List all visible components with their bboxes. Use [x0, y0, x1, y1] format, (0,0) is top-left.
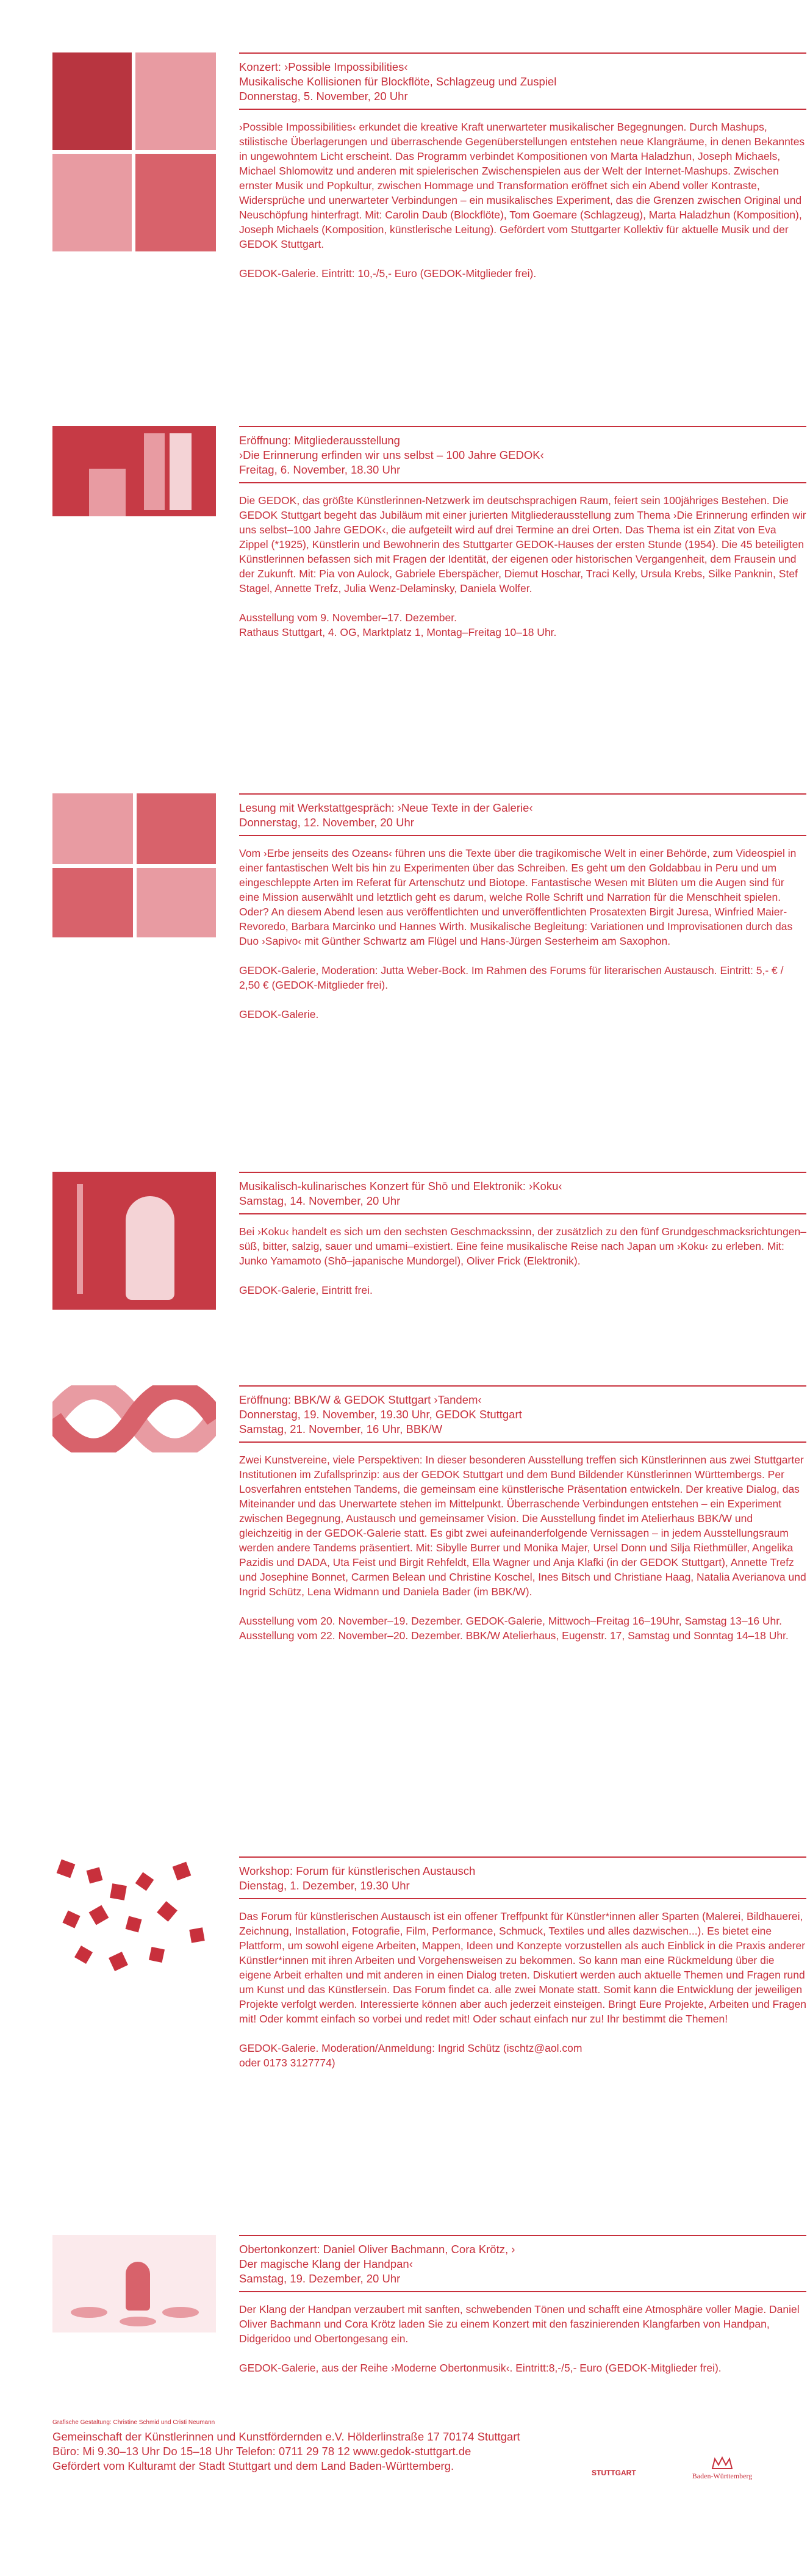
- performer-figure: [126, 2262, 150, 2311]
- divider: [239, 426, 806, 427]
- event-content: [239, 1385, 806, 1643]
- event-description: ›Possible Impossibilities‹ erkundet die kreative Kraft unerwarteter musikalischer Begegnungen. Durch Mashups, stilistische Überlagerungen und überraschende Gegenüberstellungen entstehen neue Klangräume, in denen Bekanntes in ungewohntem Licht erscheint. Das Programm verbindet Kompositionen von Marta Haladzhun, Joseph Michaels, Michael Shlomowitz und anderen mit spielerischen Zwischenspielen aus der Welt der Internet-Mashups. Zwischen ernster Musik und Popkultur, zwischen Hommage und Transformation eröffnet sich ein Abend voller Kontraste, Widersprüche und unerwarteter Verbindungen – ein musikalisches Experiment, das die Grenzen zwischen Original und Neuschöpfung hinterfragt. Mit: Carolin Daub (Blockflöte), Tom Goemare (Schlagzeug), Marta Haladzhun (Komposition), Joseph Michaels (Komposition, künstlerische Leitung). Gefördert vom Stuttgarter Kollektiv für aktuelle Musik und der GEDOK Stuttgart.: [239, 121, 805, 250]
- event-content: [239, 426, 806, 640]
- instrument-shape: [77, 1184, 83, 1294]
- design-credit: Grafische Gestaltung: Christine Schmid und Cristi Neumann: [52, 2419, 215, 2426]
- divider: [239, 482, 806, 483]
- divider: [239, 1172, 806, 1173]
- portrait-photo: [52, 154, 132, 251]
- event-title: Workshop: Forum für künstlerischen Austausch: [239, 1864, 476, 1877]
- event-heading: [239, 801, 806, 830]
- event-info: GEDOK-Galerie, aus der Reihe ›Moderne Obertonmusik‹. Eintritt:8,-/5,- Euro (GEDOK-Mitglieder frei).: [239, 2362, 722, 2374]
- event-info: GEDOK-Galerie, Eintritt frei.: [239, 1284, 373, 1296]
- handpan-shape: [162, 2307, 199, 2318]
- squares-graphic: [52, 1856, 216, 1979]
- divider: [239, 1213, 806, 1214]
- handpan-shape: [120, 2317, 156, 2326]
- event-heading: [239, 1864, 806, 1893]
- tandem-graphic-svg: [52, 1385, 216, 1452]
- event-description: Die GEDOK, das größte Künstlerinnen-Netzwerk im deutschsprachigen Raum, feiert sein 100jähriges Bestehen. Die GEDOK Stuttgart begeht das Jubiläum mit einer jurierten Mitgliederausstellung zum Thema ›Die Erinnerung erfinden wir uns selbst–100 Jahre GEDOK‹, die aufgeteilt wird auf drei Termine an drei Orten. Das Thema ist ein Zitat von Eva Zippel (*1925), Künstlerin und Bewohnerin des Stuttgarter GEDOK-Hauses der ersten Stunde (1954). Die 45 beteiligten Künstlerinnen befassen sich mit Fragen der Identität, der eigenen oder historischen Vergangenheit, dem Frausein und der Zukunft. Mit: Pia von Aulock, Gabriele Eberspächer, Diemut Hoschar, Traci Kelly, Ursula Krebs, Silke Panknin, Stef Stagel, Annette Trefz, Julia Wenz-Delaminsky, Daniela Wolfer.: [239, 494, 806, 594]
- portrait-photo: [52, 793, 133, 864]
- divider: [239, 2235, 806, 2236]
- event-content: [239, 52, 806, 281]
- event-content: [239, 793, 806, 1022]
- tandem-graphic: [52, 1385, 216, 1452]
- event-title: Konzert: ›Possible Impossibilities‹: [239, 60, 408, 73]
- event-heading: [239, 60, 806, 104]
- event-venue: GEDOK-Galerie.: [239, 1008, 319, 1020]
- bw-label: Baden-Württemberg: [692, 2472, 753, 2480]
- event-title: Obertonkonzert: Daniel Oliver Bachmann, Cora Krötz, ›: [239, 2243, 515, 2256]
- event-title: Lesung mit Werkstattgespräch: ›Neue Texte in der Galerie‹: [239, 801, 533, 814]
- event-date: Samstag, 21. November, 16 Uhr, BBK/W: [239, 1423, 443, 1435]
- event-heading: [239, 1393, 806, 1437]
- window-light-shape: [144, 433, 165, 510]
- divider: [239, 1441, 806, 1443]
- divider: [239, 1856, 806, 1858]
- event-info: GEDOK-Galerie, Moderation: Jutta Weber-Bock. Im Rahmen des Forums für literarischen Austausch. Eintritt: 5,- € / 2,50 € (GEDOK-Mitglieder frei).: [239, 964, 784, 991]
- event-date: Freitag, 6. November, 18.30 Uhr: [239, 463, 401, 476]
- event-description: Zwei Kunstvereine, viele Perspektiven: In dieser besonderen Ausstellung treffen sich Künstlerinnen aus zwei Stuttgarter Institutionen im Zufallsprinzip: aus der GEDOK Stuttgart und dem Bund Bildender Künstlerinnen Württembergs. Per Losverfahren entstehen Tandems, die gemeinsam eine künstlerische Präsentation entwickeln. Der kreative Dialog, das Miteinander und das Unerwartete stehen im Mittelpunkt. Überraschende Verbindungen entstehen – ein Experiment zwischen Begegnung, Austausch und gemeinsamer Vision. Die Ausstellung findet im Atelierhaus BBK/W und gleichzeitig in der GEDOK-Galerie statt. Es gibt zwei aufeinanderfolgende Vernissagen – in jedem Ausstellungsraum werden andere Tandems präsentiert. Mit: Sibylle Burrer und Monika Majer, Ursel Donn und Silja Riethmüller, Angelika Pazidis und DADA, Uta Feist und Birgit Rehfeldt, Ella Wagner und Anja Klafki (in der GEDOK Stuttgart), Annette Trefz und Josephine Bonnet, Carmen Belean und Christine Koschel, Ines Bitsch und Christiane Haag, Natalia Averianova und Ingrid Schütz, Lena Widmann und Daniela Bader (im BBK/W).: [239, 1454, 806, 1598]
- divider: [239, 52, 806, 54]
- event-subtitle: Musikalische Kollisionen für Blockflöte, Schlagzeug und Zuspiel: [239, 75, 557, 88]
- handpan-shape: [71, 2307, 107, 2318]
- coat-of-arms-icon: [710, 2456, 734, 2470]
- event-info: GEDOK-Galerie. Eintritt: 10,-/5,- Euro (GEDOK-Mitglieder frei).: [239, 267, 537, 280]
- portrait-photo: [135, 52, 216, 150]
- window-light-shape: [170, 433, 192, 510]
- event-photo: [52, 2235, 216, 2332]
- event-title: Eröffnung: Mitgliederausstellung: [239, 434, 400, 447]
- event-description: Vom ›Erbe jenseits des Ozeans‹ führen uns die Texte über die tragikomische Welt in einer Behörde, zum Videospiel in einer fantastischen Welt bis hin zu Experimenten über das Schreiben. Es geht um den Goldabbau in Peru und um eingeschleppte Arten im Referat für Artenschutz und Biotope. Fantastische Wesen mit Blüten um die Augen sind für eine Mission auserwählt und letztlich geht es darum, welche Rolle Schrift und Narration für die Menschheit spielen. Oder? An diesem Abend lesen aus veröffentlichten und unveröffentlichten Prosatexten Birgit Juresa, Winfried Maier-Revoredo, Barbara Marcinko und Hannes Wirth. Musikalische Begleitung: Variationen und Improvisationen durch das Duo ›Sapivo‹ mit Günther Schwartz am Flügel und Hans-Jürgen Sesterheim am Saxophon.: [239, 847, 797, 947]
- portrait-photo: [137, 793, 216, 864]
- event-photo: [52, 52, 216, 251]
- event-content: [239, 2235, 806, 2375]
- event-description: Der Klang der Handpan verzaubert mit sanften, schwebenden Tönen und schafft eine Atmosphäre voller Magie. Daniel Oliver Bachmann und Cora Krötz laden Sie zu einem Konzert mit den faszinierenden Klangfarben von Handpan, Didgeridoo und Obertongesang ein.: [239, 2303, 800, 2345]
- event-heading: [239, 433, 806, 477]
- event-photo: [52, 1172, 216, 1310]
- divider: [239, 793, 806, 795]
- event-subtitle: ›Die Erinnerung erfinden wir uns selbst – 100 Jahre GEDOK‹: [239, 449, 544, 461]
- event-date: Donnerstag, 5. November, 20 Uhr: [239, 90, 408, 103]
- performer-figure: [126, 1196, 174, 1300]
- portrait-photo: [52, 868, 133, 937]
- baden-wuerttemberg-logo: [687, 2456, 758, 2481]
- squares-graphic-svg: [52, 1856, 216, 1979]
- event-info: GEDOK-Galerie. Moderation/Anmeldung: Ingrid Schütz (ischtz@aol.com oder 0173 3127774): [239, 2042, 582, 2069]
- footer-contact: Büro: Mi 9.30–13 Uhr Do 15–18 Uhr Telefon: 0711 29 78 12 www.gedok-stuttgart.de: [52, 2445, 471, 2458]
- event-description: Das Forum für künstlerischen Austausch ist ein offener Treffpunkt für Künstler*innen aller Sparten (Malerei, Bildhauerei, Zeichnung, Installation, Fotografie, Film, Performance, Schmuck, Textiles und alles dazwischen...). Es bietet eine Plattform, um sowohl eigene Arbeiten, Mappen, Ideen und Konzepte vorzustellen als auch Einblick in die Praxis anderer Künstler*innen mit ihren Arbeiten und Vorgehensweisen zu bekommen. So kann man eine Rückmeldung über die eigene Arbeit erhalten und mit anderen in einen Dialog treten. Diskutiert werden auch aktuelle Themen und Fragen rund um Kunst und das Künstlersein. Das Forum findet ca. alle zwei Monate statt. Somit kann die Entwicklung der jeweiligen Projekte verfolgt werden. Interessierte können aber auch jederzeit einsteigen. Bringt Eure Projekte, Arbeiten und Fragen mit! Oder kommt einfach so vorbei und redet mit! Oder schaut einfach nur zu! Ihr bestimmt die Themen!: [239, 1910, 806, 2025]
- divider: [239, 2291, 806, 2292]
- portrait-photo: [135, 154, 216, 251]
- event-content: [239, 1172, 806, 1297]
- event-date: Samstag, 14. November, 20 Uhr: [239, 1194, 401, 1207]
- stuttgart-logo: STUTTGART: [592, 2469, 636, 2477]
- window-light-shape: [89, 469, 126, 516]
- event-description: Bei ›Koku‹ handelt es sich um den sechsten Geschmackssinn, der zusätzlich zu den fünf Grundgeschmacksrichtungen–süß, bitter, salzig, sauer und umami–existiert. Eine feine musikalische Reise nach Japan um ›Koku‹ zu erleben. Mit: Junko Yamamoto (Shō–japanische Mundorgel), Oliver Frick (Elektronik).: [239, 1225, 806, 1267]
- event-photo: [52, 793, 216, 937]
- event-content: [239, 1856, 806, 2070]
- divider: [239, 835, 806, 836]
- event-info: Ausstellung vom 20. November–19. Dezember. GEDOK-Galerie, Mittwoch–Freitag 16–19Uhr, Samstag 13–16 Uhr. Ausstellung vom 22. November–20. Dezember. BBK/W Atelierhaus, Eugenstr. 17, Samstag und Sonntag 14–18 Uhr.: [239, 1615, 789, 1642]
- event-date: Samstag, 19. Dezember, 20 Uhr: [239, 2272, 401, 2285]
- event-photo: [52, 426, 216, 516]
- event-heading: [239, 2242, 806, 2286]
- event-title: Musikalisch-kulinarisches Konzert für Shō und Elektronik: ›Koku‹: [239, 1180, 562, 1192]
- event-date: Donnerstag, 12. November, 20 Uhr: [239, 816, 414, 829]
- footer: [52, 2419, 758, 2480]
- event-heading: [239, 1179, 806, 1208]
- portrait-photo: [137, 868, 216, 937]
- divider: [239, 109, 806, 110]
- event-title: Eröffnung: BBK/W & GEDOK Stuttgart ›Tandem‹: [239, 1393, 482, 1406]
- footer-address: Gemeinschaft der Künstlerinnen und Kunstfördernden e.V. Hölderlinstraße 17 70174 Stuttgart: [52, 2430, 520, 2443]
- event-subtitle: Der magische Klang der Handpan‹: [239, 2257, 413, 2270]
- event-date: Donnerstag, 19. November, 19.30 Uhr, GEDOK Stuttgart: [239, 1408, 522, 1421]
- portrait-photo: [52, 52, 132, 150]
- divider: [239, 1385, 806, 1387]
- event-date: Dienstag, 1. Dezember, 19.30 Uhr: [239, 1879, 410, 1892]
- footer-sponsors: Gefördert vom Kulturamt der Stadt Stuttgart und dem Land Baden-Württemberg.: [52, 2459, 454, 2472]
- divider: [239, 1898, 806, 1899]
- event-info: Ausstellung vom 9. November–17. Dezember. Rathaus Stuttgart, 4. OG, Marktplatz 1, Montag–Freitag 10–18 Uhr.: [239, 612, 557, 638]
